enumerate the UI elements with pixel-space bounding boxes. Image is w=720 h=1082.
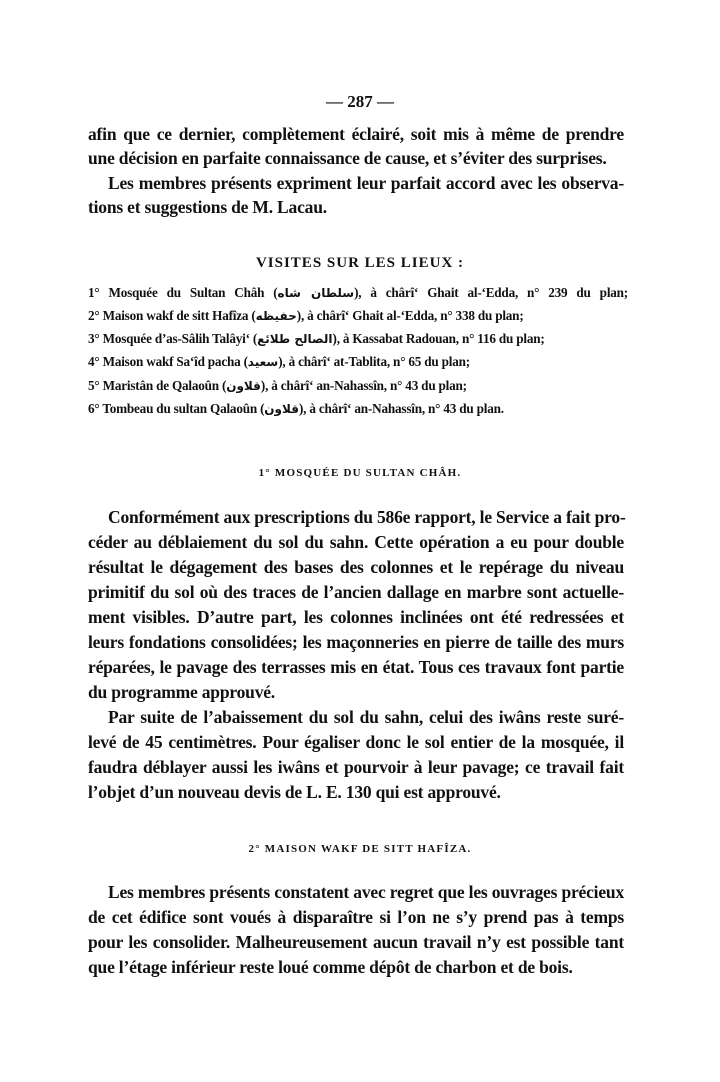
section-heading-house: 2° MAISON WAKF DE SITT HAFÎZA.: [248, 843, 472, 855]
paragraph-line: ment visibles. D’autre part, les colonnes inclinées ont été redressées et: [88, 607, 624, 627]
item-number: 4°: [88, 354, 100, 369]
arabic-name: سلطان شاه: [277, 286, 355, 300]
paragraph-line: faudra déblayer aussi les iwâns et pourvoir à leur pavage; ce travail fait: [88, 757, 624, 777]
item-number: 3°: [88, 331, 100, 346]
paragraph-line: tions et suggestions de M. Lacau.: [88, 197, 327, 217]
paragraph-line: une décision en parfaite connaissance de cause, et s’éviter des surprises.: [88, 148, 607, 168]
item-number: 5°: [88, 378, 100, 393]
page-number: — 287 —: [326, 92, 394, 111]
item-text: ), à chârî‘ an-Nahassîn, n° 43 du plan.: [298, 401, 504, 416]
arabic-name: حفيظه: [255, 309, 297, 323]
item-text: Tombeau du sultan Qalaoûn (: [102, 401, 265, 416]
item-text: ), à Kassabat Radouan, n° 116 du plan;: [332, 331, 545, 346]
paragraph-line: primitif du sol où des traces de l’ancien dallage en marbre sont actuelle-: [88, 582, 624, 602]
paragraph-line: levé de 45 centimètres. Pour égaliser donc le sol entier de la mosquée, il: [88, 732, 624, 752]
item-text: Mosquée d’as-Sâlih Talâyi‘ (: [102, 331, 258, 346]
item-number: 6°: [88, 401, 100, 416]
item-text: ), à chârî‘ Ghait al-‘Edda, n° 338 du plan;: [296, 308, 524, 323]
paragraph-line: que l’étage inférieur reste loué comme dépôt de charbon et de bois.: [88, 957, 573, 977]
visit-item: [88, 378, 628, 394]
item-text: ), à chârî‘ an-Nahassîn, n° 43 du plan;: [260, 378, 467, 393]
arabic-name: قلاون: [264, 402, 299, 416]
visit-item: [88, 354, 628, 370]
section-heading-mosque: 1° MOSQUÉE DU SULTAN CHÂH.: [258, 467, 462, 479]
paragraph-line: du programme approuvé.: [88, 682, 275, 702]
item-text: Maristân de Qalaoûn (: [102, 378, 227, 393]
paragraph-line: résultat le dégagement des bases des colonnes et le repérage du niveau: [88, 557, 624, 577]
paragraph-line: Les membres présents expriment leur parfait accord avec les observa-: [108, 173, 624, 193]
paragraph-line: leurs fondations consolidées; les maçonneries en pierre de taille des murs: [88, 632, 624, 652]
item-text: ), à chârî‘ Ghait al-‘Edda, n° 239 du plan;: [354, 285, 628, 300]
paragraph-line: pour les consolider. Malheureusement aucun travail n’y est possible tant: [88, 932, 624, 952]
visit-item: [88, 331, 628, 347]
paragraph-line: céder au déblaiement du sol du sahn. Cette opération a eu pour double: [88, 532, 624, 552]
visit-item: [88, 308, 628, 324]
item-text: Maison wakf de sitt Hafîza (: [102, 308, 256, 323]
paragraph-line: réparées, le pavage des terrasses mis en état. Tous ces travaux font partie: [88, 657, 624, 677]
item-text: Maison wakf Sa‘îd pacha (: [102, 354, 248, 369]
paragraph-line: Conformément aux prescriptions du 586e rapport, le Service a fait pro-: [108, 507, 626, 527]
paragraph-line: afin que ce dernier, complètement éclairé, soit mis à même de prendre: [88, 124, 624, 144]
item-text: Mosquée du Sultan Châh (: [108, 285, 278, 300]
paragraph-line: de cet édifice sont voués à disparaître si l’on ne s’y prend pas à temps: [88, 907, 624, 927]
visit-item: [88, 285, 628, 301]
visit-item: [88, 401, 628, 417]
arabic-name: قلاون: [226, 379, 261, 393]
paragraph-line: l’objet d’un nouveau devis de L. E. 130 qui est approuvé.: [88, 782, 501, 802]
arabic-name: سعيد: [247, 355, 279, 369]
paragraph-line: Par suite de l’abaissement du sol du sahn, celui des iwâns reste suré-: [108, 707, 624, 727]
paragraph-line: Les membres présents constatent avec regret que les ouvrages précieux: [108, 882, 624, 902]
item-number: 1°: [88, 285, 100, 300]
item-text: ), à chârî‘ at-Tablita, n° 65 du plan;: [278, 354, 470, 369]
item-number: 2°: [88, 308, 100, 323]
arabic-name: الصالح طلائع: [257, 332, 333, 346]
section-heading-visits: VISITES SUR LES LIEUX :: [255, 255, 465, 271]
